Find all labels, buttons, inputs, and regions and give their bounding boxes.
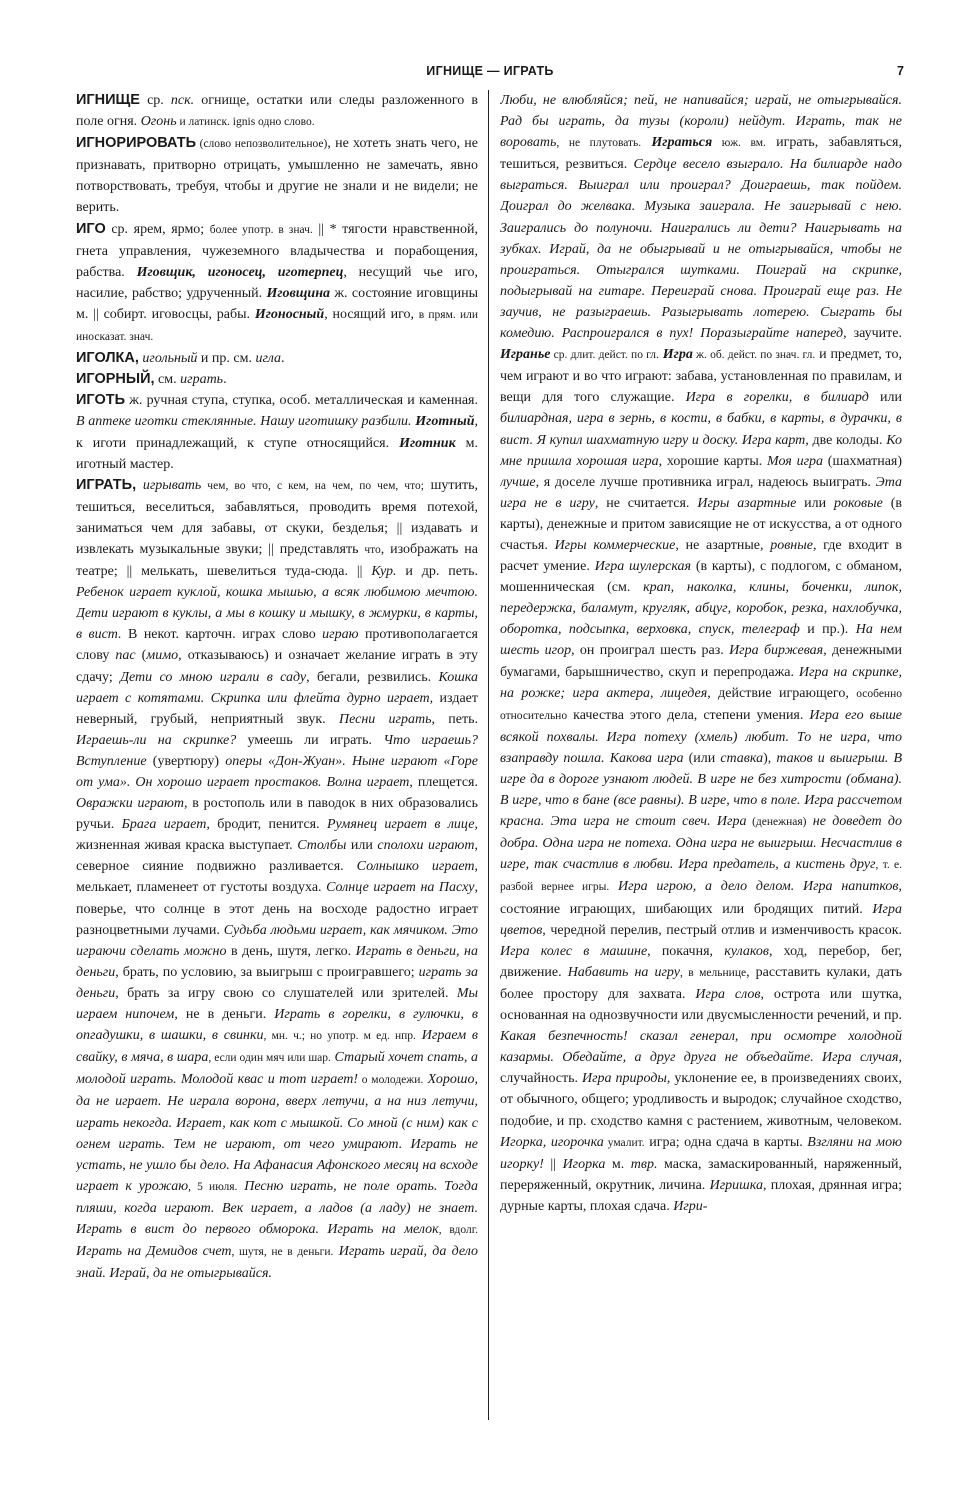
text-run: Игра колес в машине <box>500 943 648 959</box>
text-run: Хорошо, да не играет. Не играла ворона, вверх летучи, а на низ летучи, играть некогда. Играет, как кот с мышкой. Со мной (с ним) как с огнем играть. Тем не играют, от чего умирают. Играть не устать, не ушло бы дело. На Афанасия Афонского месяц на всходе играет к урожаю <box>76 1072 478 1194</box>
text-run: Брага играет <box>121 817 207 833</box>
entry-ignorirovat <box>76 133 478 218</box>
text-run: ставка <box>720 750 764 766</box>
text-run: и предмет, то, чем играют и во что играют: забава, установленная по правилам, и вещи для того служащие. <box>500 347 902 406</box>
text-run: , поверье, что солнце в этот день на восходе радостно играет разноцветными лучами. <box>76 880 478 938</box>
text-run: Судьба людьми играет, как мячиком. Это играючи сделать можно <box>76 922 478 959</box>
derived-headword: Иговщина <box>266 285 330 301</box>
text-run: м. <box>605 1156 631 1172</box>
text-run: . <box>281 351 285 367</box>
text-run: игра; одна сдача в карты. <box>644 1134 808 1150</box>
text-run: играть, забавляться, тешиться, резвиться. <box>500 135 902 173</box>
text-run: Сердце весело взыграло. На билиарде надо выграться. Выиграл или проиграл? Доиграешь, так пойдем. Доиграл до желвака. Музыка заиграла. Не заигрывай с нею. Заигрались до полуночи. Наигрались ли дети? Наигрывать на зубках. Играй, да не обыгрывай и не отыгрывайся, чтобы не проиграться. Отыгрался шутками. Поиграй на скрипке, подыгрывай на гитаре. Переиграй снова. Проиграй еще раз. Не заучив, не разыграешь. Разыгрывать лотерею. Сыграть бы комедию. Распроигрался в пух! Поразыграйте наперед <box>500 157 902 342</box>
text-run: , издает неверный, грубый, неприятный звук. <box>76 690 478 727</box>
text-run: Игра на скрипке, на рожке; игра актера, лицедея <box>500 664 902 701</box>
text-run: , не считается. <box>594 495 698 511</box>
entry-igot <box>76 390 478 474</box>
text-run: ж. ручная ступа, ступка, особ. металлическая и каменная. <box>125 393 478 409</box>
text-run: , отказываюсь) и означает желание играть в эту сдачу; <box>76 648 478 685</box>
text-run: , носящий иго, <box>324 306 419 322</box>
text-run: или <box>346 838 378 854</box>
text-run: . <box>223 372 227 388</box>
text-run: Игра цветов <box>500 901 902 938</box>
text-run: , мн. ч.; но употр. м ед. нпр. <box>263 1030 416 1043</box>
text-run: Играешь-ли на скрипке? <box>76 732 237 748</box>
headword: ИГНОРИРОВАТЬ <box>76 135 197 152</box>
text-run: сполохи играют <box>377 838 475 854</box>
text-run: , не хотеть знать чего, не признавать, притворно отрицать, умышленно не замечать, явно потворствовать, требуя, чтобы и другие не знали и не видели; не верить. <box>76 136 478 216</box>
text-run: , петь. <box>431 711 478 727</box>
text-run: Люби, не влюбляйся; пей, не напивайся; играй, не отыгрывайся. Рад бы играть, да тузы (короли) нейдут. Играть, так не воровать <box>500 93 902 151</box>
running-head: ИГНИЩЕ — ИГРАТЬ <box>426 64 554 78</box>
text-run: противополагается слову <box>76 627 478 664</box>
text-run: маска, замаскированный, наряженный, переряженный, окрутник, личина. <box>500 1156 902 1193</box>
text-run: (в карты), денежные и притом зависящие не от искусства, а от одного счастья. <box>500 495 902 553</box>
text-run: , чередной перелив, пестрый отлив и изменчивость красок. <box>542 922 902 938</box>
text-run: и др. петь. <box>396 564 478 580</box>
text-run: играю <box>322 627 359 643</box>
text-run: Песню играть, не поле орать. Тогда пляши, когда играют. Век играет, а ладов (а ладу) не знает. Играть в вист до первого обморока. Играть на мелок <box>76 1178 478 1237</box>
derived-headword: Играться <box>651 135 713 151</box>
text-run: Игра слов <box>695 986 761 1002</box>
text-run: шутить, тешиться, веселиться, забавляться, проводить время потехой, заниматься чем для забавы, от скуки, безделья; || издавать и извлекать музыкальные звуки; || представлять <box>76 477 478 557</box>
text-run: игрывать <box>142 477 202 493</box>
text-run: Овражки играют <box>76 796 184 812</box>
entry-igrat <box>76 475 478 1285</box>
text-run: Игри- <box>673 1198 708 1214</box>
text-run: Кошка играет с котятами. Скрипка или флейта дурно играет <box>76 669 478 706</box>
entry-igolka <box>76 348 478 369</box>
left-column <box>76 90 478 1442</box>
text-run: , я доселе лучше противника играл, надеюсь выиграть. <box>535 474 876 490</box>
text-run: Солнышко играет <box>356 859 475 875</box>
text-run: На нем шесть игор <box>500 622 902 659</box>
text-run: Играть в деньги, на деньги <box>76 943 478 980</box>
text-run: и пр. см. <box>197 351 256 367</box>
text-run: умеешь ли играть. <box>236 732 384 748</box>
headword: ИГО <box>76 220 106 237</box>
text-run: Игра природы <box>581 1071 667 1087</box>
text-run: умалит. <box>603 1136 645 1149</box>
text-run: Игра игрою, а дело делом. Игра напитков <box>618 879 899 895</box>
text-run: качества этого дела, степени умения. <box>567 707 810 723</box>
text-run: Ко мне пришла хорошая игра <box>500 432 902 469</box>
text-run: , плещется. <box>409 775 478 790</box>
text-run: (увертюру) <box>146 753 226 769</box>
text-run: Игра в горелки, в билиард <box>685 390 869 406</box>
text-run: Моя игра <box>767 453 824 469</box>
text-run: Играть в горелки, в гулючки, в опгадушки, в шашки, в свинки <box>76 1007 478 1044</box>
headword: ИГОРНЫЙ, <box>76 371 155 388</box>
text-run <box>641 135 651 150</box>
text-run: огнище, остатки или следы разложенного в поле огня. <box>76 93 478 130</box>
text-run: ровные <box>770 537 813 553</box>
text-run: билиардная, игра в зернь, в кости, в бабки, в карты, в дурачки, в вист. Я купил шахматную игру и доску. Игра карт <box>500 411 902 448</box>
derived-headword: Иготный <box>415 414 475 430</box>
text-run: , две колоды. <box>805 432 887 448</box>
text-run: ср. <box>139 93 171 108</box>
text-run: Кур. <box>371 564 397 580</box>
page-number: 7 <box>897 64 904 78</box>
text-run: Ребенок играет куклой, кошка мышью, а всяк любимою мечтою. Дети играют в куклы, а мы в кошку и мышку, в жмурки, в карты, в вист. <box>76 585 478 643</box>
text-run: и латинск. ignis одно слово. <box>176 116 315 129</box>
page-header <box>76 64 904 84</box>
text-run: Игра шулерская <box>594 559 692 575</box>
entry-igornyi <box>76 369 478 390</box>
derived-headword: Игранье <box>500 347 551 363</box>
text-run: , изображать на театре; || мелькать, шевелиться туда-сюда. || <box>76 541 478 580</box>
entry-ignishche <box>76 90 478 133</box>
text-run: , состояние играющих, шибающих или бродящих питий. <box>500 879 902 917</box>
text-run: см. <box>154 372 181 388</box>
text-run: , где входит в расчет умение. <box>500 537 902 575</box>
text-run: м. иготный мастер. <box>76 435 478 472</box>
text-run: Что играешь? Вступление <box>76 732 478 769</box>
text-run: Набавить на игру <box>567 964 680 980</box>
column-divider <box>488 90 489 1420</box>
derived-headword: Иговщик, игоносец, иготерпец <box>136 264 344 280</box>
text-run: Игра его выше всякой похвалы. Игра потеху (хмель) любит. То не игра, что взаправду пошла. Какова игра <box>500 707 902 766</box>
text-run: Столбы <box>297 838 347 854</box>
derived-headword: Игоносный <box>254 306 325 322</box>
entry-igrat-continued <box>500 90 902 1217</box>
text-run: или <box>868 390 902 406</box>
text-run: пас <box>115 648 136 664</box>
text-run: , не азартные, <box>675 537 771 553</box>
text-run: (или <box>683 750 721 766</box>
text-run: Играем в свайку, в мяча, в шара <box>76 1028 478 1066</box>
derived-headword: Игра <box>662 347 693 363</box>
text-run: || * тягости нравственной, гнета управления, чужеземного владычества и порабощения, рабства. <box>76 221 478 280</box>
text-run: лучше <box>500 474 536 490</box>
text-run: в прям. или иносказат. знач. <box>76 308 478 344</box>
derived-headword: Иготник <box>399 435 456 451</box>
text-run: ), <box>763 750 777 766</box>
text-run: , случайность. <box>500 1050 902 1087</box>
text-run: , шутя, не в деньги. <box>231 1246 334 1259</box>
text-run: , 5 июля. <box>188 1180 238 1193</box>
text-run: , действие играющего, <box>707 685 857 701</box>
text-run: более употр. в знач. <box>209 223 313 236</box>
text-run: , бегали, резвились. <box>306 669 439 685</box>
text-run: , плохая, дрянная игра; дурные карты, плохая сдача. <box>500 1177 902 1214</box>
text-run: чем, во что, с кем, на чем, по чем, что; <box>201 479 424 492</box>
text-run: , к иготи принадлежащий, к ступе относящийся. <box>76 414 478 451</box>
text-run: Играть играй, да дело знай. Играй, да не отыгрывайся. <box>76 1244 478 1282</box>
text-run: игла <box>255 351 282 367</box>
text-run: Играть на Демидов счет <box>76 1244 232 1260</box>
text-run: , в мельнице <box>679 966 747 979</box>
text-run: Какая безпечность! сказал генерал, при осмотре холодной казармы. Обедайте, а друг друга не объедайте. Игра случая <box>500 1029 902 1066</box>
text-run: Игры азартные <box>697 495 797 511</box>
text-run: , т. е. разбой вернее игры. <box>500 859 902 894</box>
text-run: Взгляни на мою игорку! <box>500 1134 902 1172</box>
text-run: Эта игра не в игру <box>500 474 902 511</box>
text-run: , заучите. <box>843 326 902 342</box>
text-run: Игорка, игорочка <box>500 1134 604 1150</box>
text-run: (денежная) <box>746 816 807 829</box>
text-run: ср. ярем, ярмо; <box>105 221 210 237</box>
text-run: , он проиграл шесть раз. <box>571 643 730 659</box>
text-run: Солнце играет на Пасху <box>326 880 475 896</box>
text-run: играть за деньги <box>76 964 478 1001</box>
text-run: , острота или шутка, основанная на однозвучности или двусмысленности речений, и пр. <box>500 986 902 1024</box>
text-run: Игорка <box>562 1156 606 1172</box>
text-run: (в карты), с подлогом, с обманом, мошенническая (см. <box>500 559 902 596</box>
text-run: , не плутовать. <box>556 137 642 150</box>
text-run: , жизненная живая краска выступает. <box>76 817 478 854</box>
text-run: Румянец играет в лице <box>327 817 475 833</box>
text-run: , северное сияние подвижно разливается. <box>76 838 478 875</box>
text-run: , несущий чье иго, насилие, рабство; удрученный. <box>76 264 478 301</box>
text-run: в день, шутя, легко. <box>226 943 356 959</box>
text-run: Игришка <box>709 1177 763 1193</box>
text-run: , не в деньги. <box>174 1007 275 1023</box>
text-run: , расставить кулаки, дать более простору для захвата. <box>500 964 902 1002</box>
text-run: Старый хочет спать, а молодой играть. Молодой квас и тот играет! <box>76 1050 478 1088</box>
headword: ИГОТЬ <box>76 392 126 409</box>
text-run: Песни играть <box>338 711 432 727</box>
text-run: юж. вм. <box>712 137 766 150</box>
text-run: (шахматная) <box>823 453 902 469</box>
headword: ИГРАТЬ, <box>76 476 137 493</box>
headword: ИГОЛКА, <box>76 350 139 367</box>
text-run: что <box>364 543 381 556</box>
text-run: мимо <box>146 648 179 664</box>
text-run: пск. <box>170 93 195 108</box>
text-run: , если один мяч или шар. <box>208 1052 331 1065</box>
text-run: , хорошие карты. <box>658 453 768 469</box>
text-run: роковые <box>834 495 883 511</box>
text-run: кулаков <box>724 943 769 959</box>
text-run: , брать, по условию, за выигрыш с проигравшего; <box>115 964 419 980</box>
text-run: Дети со мною играли в саду <box>120 669 307 685</box>
text-run <box>609 879 618 894</box>
text-run: Игры коммерческие <box>554 537 676 553</box>
text-run: Огонь <box>140 114 177 130</box>
text-run: || <box>543 1156 563 1172</box>
text-run: игольный <box>142 351 198 367</box>
text-run: , вдолг. <box>438 1223 478 1236</box>
text-run: играть <box>180 372 224 388</box>
text-run: ( <box>135 648 147 664</box>
text-run: ж. об. дейст. по знач. гл. <box>692 349 816 362</box>
text-run: и пр.). <box>799 622 856 638</box>
text-run: твр. <box>630 1156 658 1172</box>
text-run: оперы «Дон-Жуан». Ныне играют «Горе от ума». Он хорошо играет простаков. Волна играет <box>76 753 478 790</box>
text-run: крап, наколка, клины, боченки, липок, передержка, баламут, кругляк, абцуг, коробок, резка, нахлобучка, оборотка, подсыпка, верховка, спуск, телеграф <box>500 580 902 638</box>
text-run: , уклонение ее, в произведениях своих, от обычного, общего; уродливость и выродок; случайное сходство, подобие, и пр. сходство камня с растением, животным, человеком. <box>500 1071 902 1129</box>
text-run: (слово непозволительное) <box>196 138 328 151</box>
entry-igo <box>76 219 478 349</box>
text-run: , в ростополь или в паводок в них образовались ручьи. <box>76 796 478 833</box>
text-run: ж. состояние иговщины м. || собирт. иговосцы, рабы. <box>76 285 478 322</box>
text-run: В аптеке иготки стеклянные. Нашу иготишку разбили. <box>76 414 412 430</box>
text-run: или <box>796 495 835 511</box>
text-run: Игра биржевая <box>729 643 824 659</box>
text-run: , брать за игру свою со слушателей или зрителей. <box>115 985 457 1001</box>
headword: ИГНИЩЕ <box>76 92 140 108</box>
text-run: , мелькает, пламенеет от густоты воздуха. <box>76 859 478 896</box>
text-run: , бродит, пенится. <box>206 817 327 833</box>
text-run: ср. длит. дейст. по гл. <box>550 349 659 362</box>
text-run: , покачня, <box>647 943 725 959</box>
text-run: не доведет до добра. Одна игра не потеха. Одна игра не выигрыш. Несчастлив в игре, так счастлив в любви. Игра предатель, а кистень друг <box>500 814 902 873</box>
text-run <box>136 478 143 493</box>
text-run: Мы играем нипочем <box>76 985 478 1023</box>
text-run: , ход, перебор, бег, движение. <box>500 943 902 980</box>
text-run: таков и выигрыш. В игре да в дороге узнают людей. В игре не без хитрости (обмана). В игре, что в бане (все равны). В игре, что в поле. Игра рассчетом красна. Эта игра не стоит свеч. Игра <box>500 750 902 830</box>
text-run: , денежными бумагами, барышничество, скуп и перепродажа. <box>500 643 902 680</box>
text-run: В некот. карточн. играх слово <box>121 627 323 643</box>
text-run: о молодежи. <box>358 1074 424 1087</box>
right-column <box>500 90 902 1442</box>
text-run: особенно относительно <box>500 687 902 722</box>
